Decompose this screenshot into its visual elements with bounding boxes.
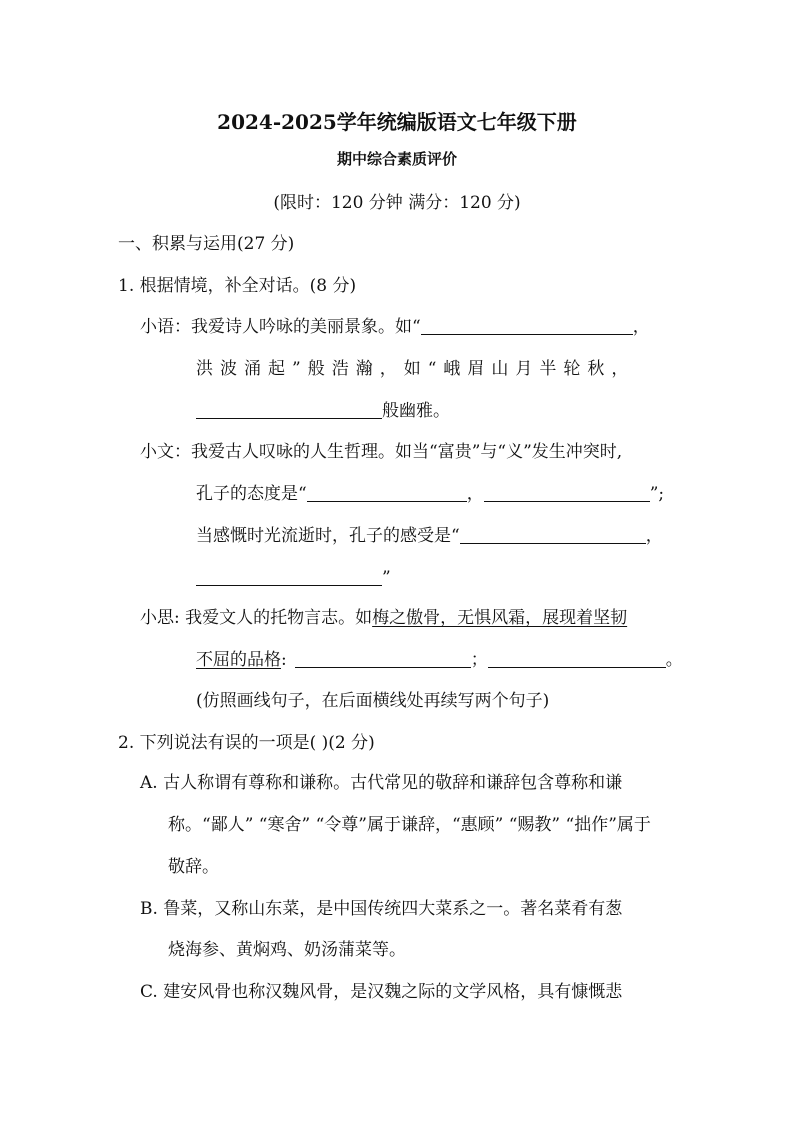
dialogue-text: 洪波涌起”般浩瀚，如“峨眉山月半轮秋， [196,359,636,379]
answer-blank[interactable] [421,316,633,335]
page-subtitle: 期中综合素质评价 [336,150,457,168]
section-heading: 一、积累与运用(27 分) [118,234,295,254]
option-a-line-3: 敬辞。 [168,857,219,877]
punctuation: ”; [649,484,665,504]
dialogue-text: 般幽雅。 [382,401,450,421]
page-title: 2024-2025学年统编版语文七年级下册 [217,110,577,134]
option-c-line-1: C. 建安风骨也称汉魏风骨，是汉魏之际的文学风格，具有慷慨悲 [140,982,623,1002]
answer-blank[interactable] [488,649,666,668]
dialogue-text: 当感慨时光流逝时，孔子的感受是“ [196,526,460,546]
dialogue-xiaowen-line-1: 小文：我爱古人叹咏的人生哲理。如当“富贵”与“义”发生冲突时, [140,442,623,462]
underlined-example: 梅之傲骨，无惧风霜，展现着坚韧 [372,608,628,628]
punctuation: ， [632,317,650,337]
answer-blank[interactable] [307,483,467,502]
punctuation: ， [645,526,663,546]
answer-blank[interactable] [196,400,382,419]
dialogue-xiaosi-instruction: (仿照画线句子，在后面横线处再续写两个句子) [196,691,550,711]
dialogue-text: 小思: 我爱文人的托物言志。如 [140,608,373,628]
dialogue-xiaowen-line-2 [196,482,664,506]
dialogue-text: 孔子的态度是“ [196,484,307,504]
option-a-line-1: A. 古人称谓有尊称和谦称。古代常见的敬辞和谦辞包含尊称和谦 [140,773,623,793]
dialogue-xiaoyu-line-3 [196,399,450,423]
punctuation: 。 [665,650,683,670]
question-1-stem: 1. 根据情境，补全对话。(8 分) [118,276,357,296]
option-b-line-2: 烧海参、黄焖鸡、奶汤蒲菜等。 [168,940,406,960]
option-a-line-2: 称。“鄙人” “寒舍” “令尊”属于谦辞，“惠顾” “赐教” “拙作”属于 [168,815,651,835]
dialogue-text: 小语：我爱诗人吟咏的美丽景象。如“ [140,317,421,337]
answer-blank[interactable] [196,567,382,586]
dialogue-xiaosi-line-2 [196,648,683,672]
answer-blank[interactable] [484,483,650,502]
dialogue-xiaoyu-line-1 [140,315,650,339]
answer-blank[interactable] [295,649,471,668]
dialogue-xiaowen-line-4 [196,566,391,590]
dialogue-xiaowen-line-3 [196,524,663,548]
dialogue-xiaosi-line-1 [140,606,627,630]
question-2-stem: 2. 下列说法有误的一项是( )(2 分) [118,733,375,753]
punctuation: ， [466,484,484,504]
time-score-limit: (限时：120 分钟 满分：120 分) [273,193,521,213]
punctuation: ” [382,568,391,588]
option-b-line-1: B. 鲁菜，又称山东菜，是中国传统四大菜系之一。著名菜肴有葱 [140,899,623,919]
underlined-example: 不屈的品格 [196,650,281,670]
punctuation: : [281,650,287,670]
answer-blank[interactable] [460,525,646,544]
punctuation: ； [470,650,488,670]
dialogue-xiaoyu-line-2 [196,357,635,381]
